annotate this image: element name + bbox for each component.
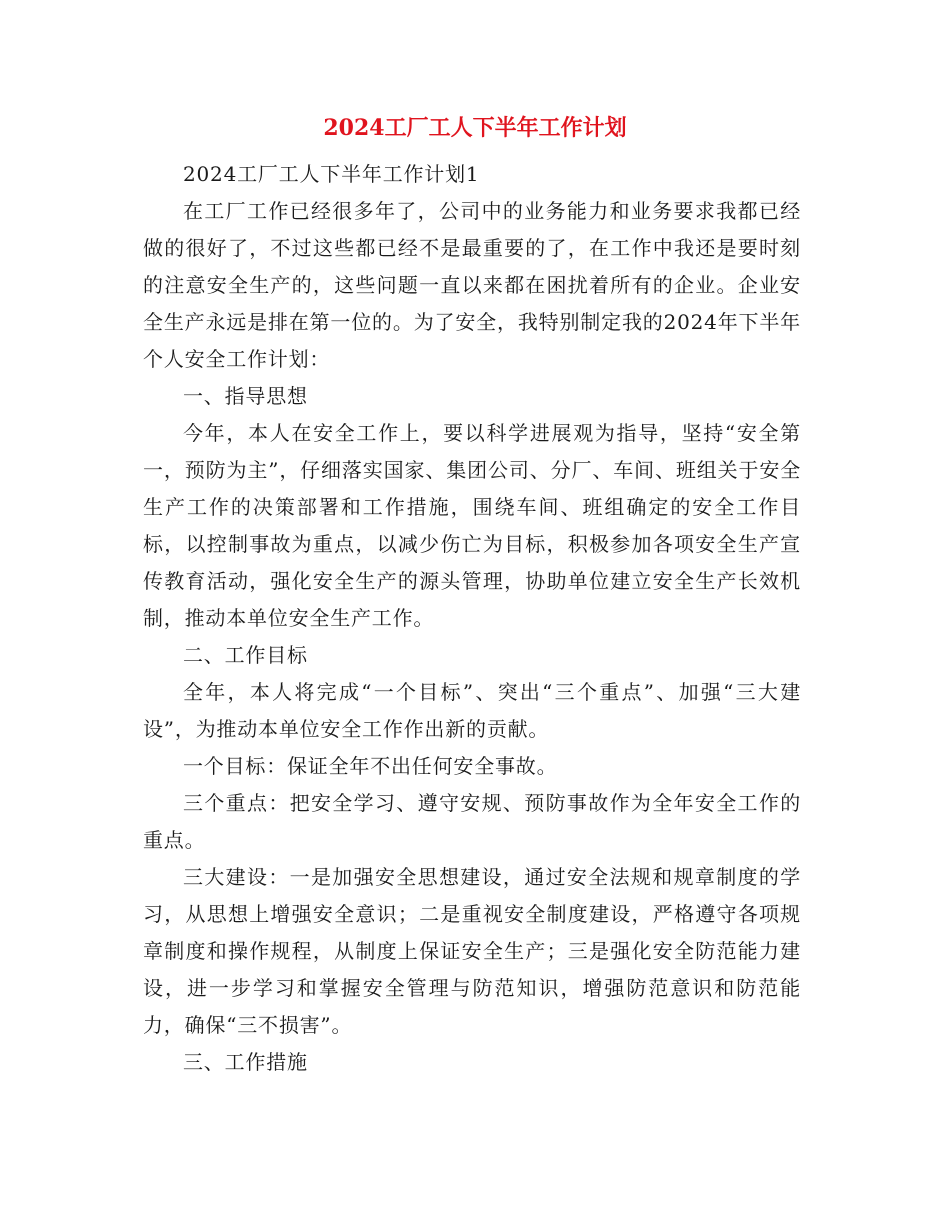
section-heading-guiding-thought: 一、指导思想: [183, 384, 308, 408]
paragraph-one-goal: 一个目标：保证全年不出任何安全事故。: [183, 754, 558, 778]
document-body: [143, 156, 801, 1081]
section-heading-work-measures: 三、工作措施: [183, 1050, 308, 1074]
paragraph-work-goals: 全年，本人将完成“一个目标”、突出“三个重点”、加强“三大建设”，为推动本单位安全工作作出新的贡献。: [143, 680, 801, 741]
paragraph-intro: 在工厂工作已经很多年了，公司中的业务能力和业务要求我都已经做的很好了，不过这些都已经不是最重要的了，在工作中我还是要时刻的注意安全生产的，这些问题一直以来都在困扰着所有的企业。企业安全生产永远是排在第一位的。为了安全，我特别制定我的2024年下半年个人安全工作计划：: [143, 199, 801, 371]
paragraph-three-focuses: 三个重点：把安全学习、遵守安规、预防事故作为全年安全工作的重点。: [143, 791, 801, 852]
paragraph-three-constructions: 三大建设：一是加强安全思想建设，通过安全法规和规章制度的学习，从思想上增强安全意识；二是重视安全制度建设，严格遵守各项规章制度和操作规程，从制度上保证安全生产；三是强化安全防范能力建设，进一步学习和掌握安全管理与防范知识，增强防范意识和防范能力，确保“三不损害”。: [143, 865, 801, 1037]
paragraph-guiding-thought: 今年，本人在安全工作上，要以科学进展观为指导，坚持“安全第一，预防为主”，仔细落实国家、集团公司、分厂、车间、班组关于安全生产工作的决策部署和工作措施，围绕车间、班组确定的安全工作目标，以控制事故为重点，以减少伤亡为目标，积极参加各项安全生产宣传教育活动，强化安全生产的源头管理，协助单位建立安全生产长效机制，推动本单位安全生产工作。: [143, 421, 801, 630]
paragraph-subtitle: 2024工厂工人下半年工作计划1: [183, 162, 480, 186]
document-title: 2024工厂工人下半年工作计划: [323, 115, 627, 141]
section-heading-work-goals: 二、工作目标: [183, 643, 308, 667]
